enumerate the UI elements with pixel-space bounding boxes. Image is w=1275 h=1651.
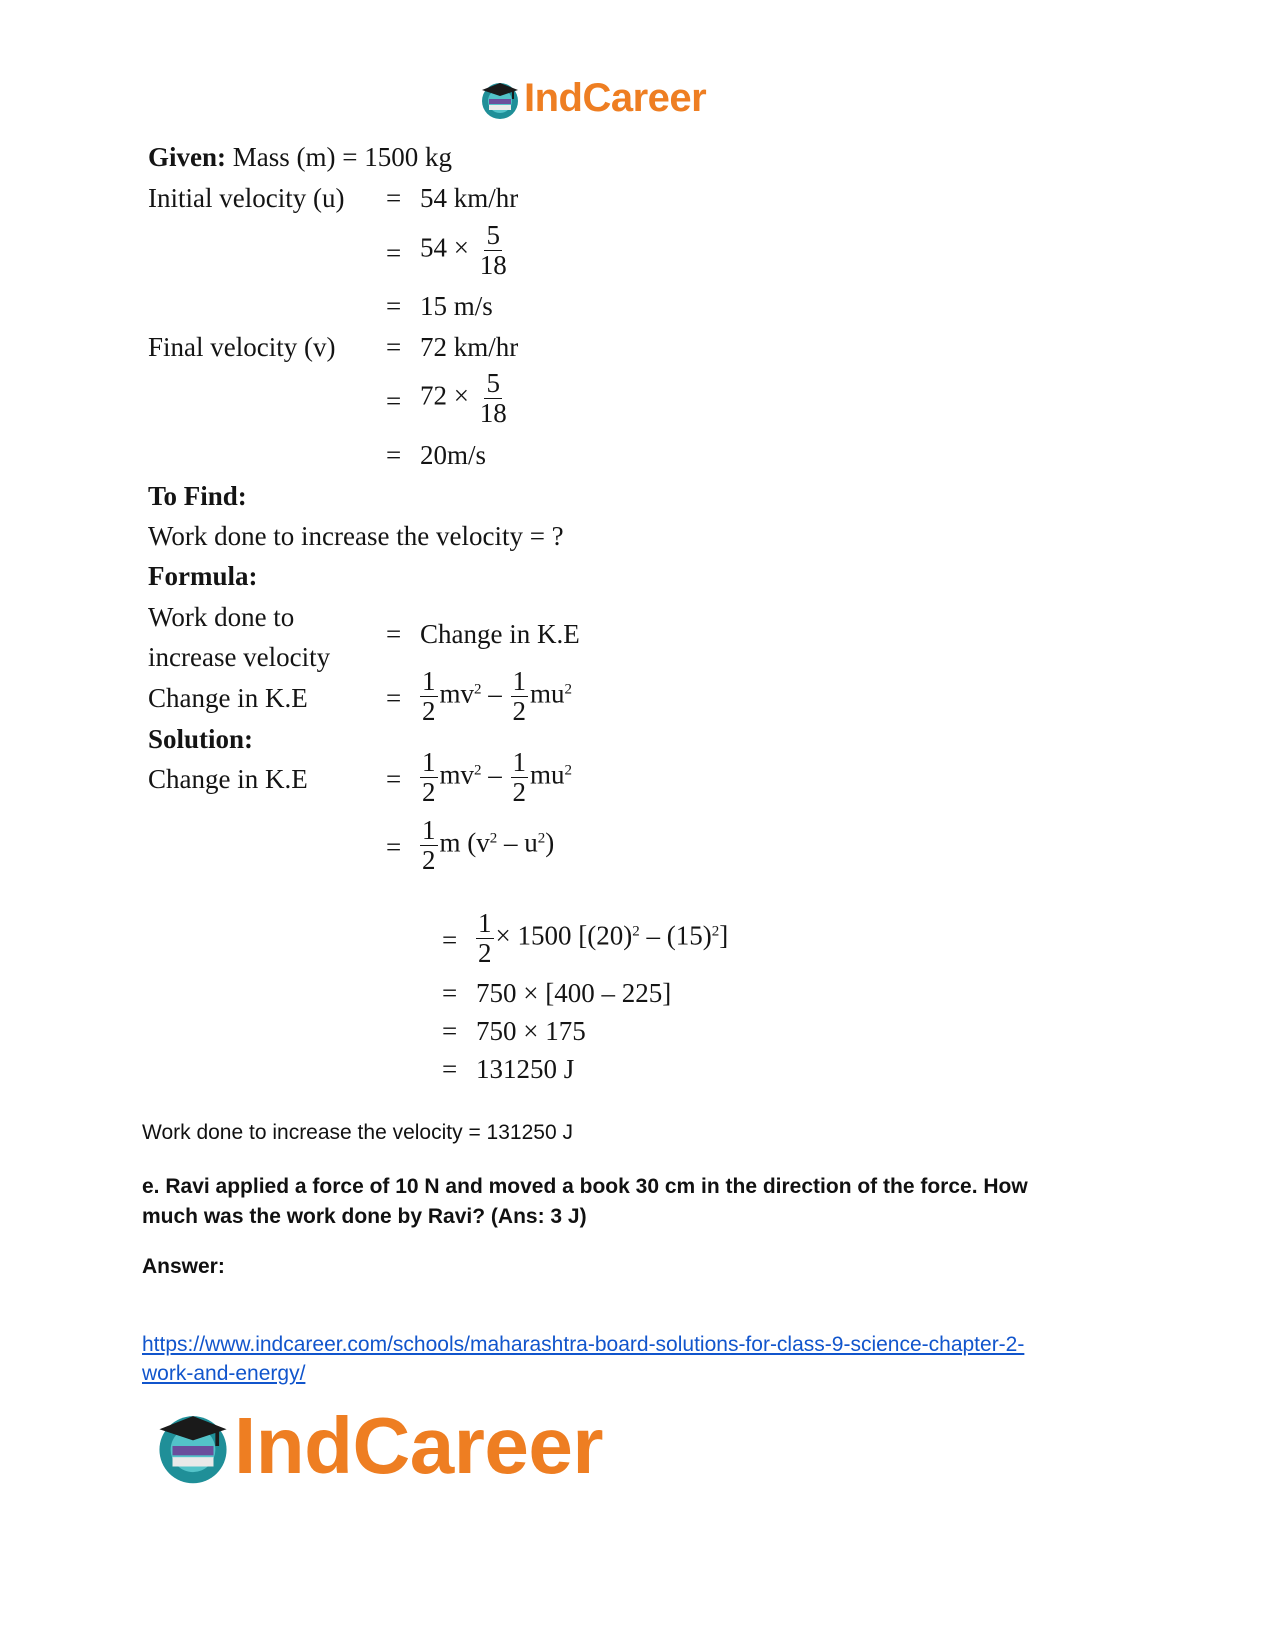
eq-sign: = bbox=[386, 291, 402, 321]
initial-velocity-kmhr: 54 km/hr bbox=[420, 183, 519, 213]
eq-sign: = bbox=[386, 183, 402, 213]
mass-value: Mass (m) = 1500 kg bbox=[232, 142, 452, 172]
fraction-half: $\frac{1}{2}$ bbox=[422, 666, 436, 726]
question-text: e. Ravi applied a force of 10 N and moved a book 30 cm in the direction of the force. How much was the work done by Ravi? (Ans: 3 J) bbox=[142, 1175, 1028, 1228]
initial-conversion: 54 × $\frac{5}{18}$ bbox=[420, 220, 507, 280]
fraction-5-18: $\frac{5}{18}$ bbox=[479, 368, 507, 428]
solution-ke-expression: $\frac{1}{2}$ $mv^2$ – $\frac{1}{2}$ $mu^2$ bbox=[422, 747, 573, 807]
eq-sign: = bbox=[442, 1054, 458, 1084]
given-line bbox=[148, 142, 452, 173]
result-text: Work done to increase the velocity = 131250 J bbox=[142, 1121, 573, 1144]
initial-velocity-ms: 15 m/s bbox=[420, 291, 493, 321]
eq-sign: = bbox=[386, 332, 402, 362]
work-done-label-1: Work done to bbox=[148, 602, 295, 632]
graduation-cap-globe-icon bbox=[478, 77, 522, 121]
footer-logo bbox=[152, 1400, 603, 1492]
to-find-heading: To Find: bbox=[148, 481, 247, 511]
eq-sign: = bbox=[386, 764, 402, 794]
fraction-half: $\frac{1}{2}$ bbox=[422, 815, 436, 875]
fraction-half: $\frac{1}{2}$ bbox=[512, 747, 527, 807]
answer-label: Answer: bbox=[142, 1255, 225, 1278]
logo-text: IndCareer bbox=[234, 1401, 603, 1490]
source-link-line-2[interactable]: work-and-energy/ bbox=[142, 1362, 306, 1385]
fraction-half: $\frac{1}{2}$ bbox=[478, 908, 492, 968]
formula-ke-expression: $\frac{1}{2}$ $mv^2$ – $\frac{1}{2}$ $mu^2$ bbox=[422, 666, 573, 726]
header-logo bbox=[478, 76, 706, 121]
eq-sign: = bbox=[442, 1016, 458, 1046]
eq-sign: = bbox=[386, 440, 402, 470]
solution-step-3: $\frac{1}{2}$ × 1500 $[(20)^2 - (15)^2]$ bbox=[478, 908, 729, 968]
final-conversion: 72 × $\frac{5}{18}$ bbox=[420, 368, 507, 428]
final-velocity-label: Final velocity (v) bbox=[148, 332, 336, 362]
solution-step-2: $\frac{1}{2}$ m $(v^2 - u^2)$ bbox=[422, 815, 555, 875]
initial-velocity-label: Initial velocity (u) bbox=[148, 183, 345, 213]
graduation-cap-globe-icon bbox=[152, 1405, 234, 1487]
solution-step-4: 750 × [400 – 225] bbox=[476, 978, 672, 1008]
final-velocity-kmhr: 72 km/hr bbox=[420, 332, 519, 362]
eq-sign: = bbox=[386, 386, 402, 416]
formula-ke-label: Change in K.E bbox=[148, 683, 308, 713]
eq-sign: = bbox=[386, 619, 402, 649]
eq-sign: = bbox=[442, 925, 458, 955]
to-find-text: Work done to increase the velocity = ? bbox=[148, 521, 564, 551]
fraction-half: $\frac{1}{2}$ bbox=[422, 747, 436, 807]
fraction-5-18: $\frac{5}{18}$ bbox=[479, 220, 507, 280]
eq-sign: = bbox=[442, 978, 458, 1008]
final-velocity-ms: 20m/s bbox=[420, 440, 487, 470]
formula-heading: Formula: bbox=[148, 561, 258, 591]
solution-step-6: 131250 J bbox=[476, 1054, 575, 1084]
eq-sign: = bbox=[386, 238, 402, 268]
eq-sign: = bbox=[386, 683, 402, 713]
work-done-label-2: increase velocity bbox=[148, 642, 331, 672]
solution-ke-label: Change in K.E bbox=[148, 764, 308, 794]
given-heading: Given: bbox=[148, 142, 226, 172]
work-done-rhs: Change in K.E bbox=[420, 619, 580, 649]
solution-step-5: 750 × 175 bbox=[476, 1016, 586, 1046]
source-link[interactable] bbox=[142, 1330, 1024, 1388]
solution-heading: Solution: bbox=[148, 724, 254, 754]
logo-text: IndCareer bbox=[524, 76, 707, 120]
source-link-line-1[interactable]: https://www.indcareer.com/schools/maharashtra-board-solutions-for-class-9-science-chapter-2- bbox=[142, 1333, 1025, 1356]
fraction-half: $\frac{1}{2}$ bbox=[512, 666, 527, 726]
eq-sign: = bbox=[386, 832, 402, 862]
